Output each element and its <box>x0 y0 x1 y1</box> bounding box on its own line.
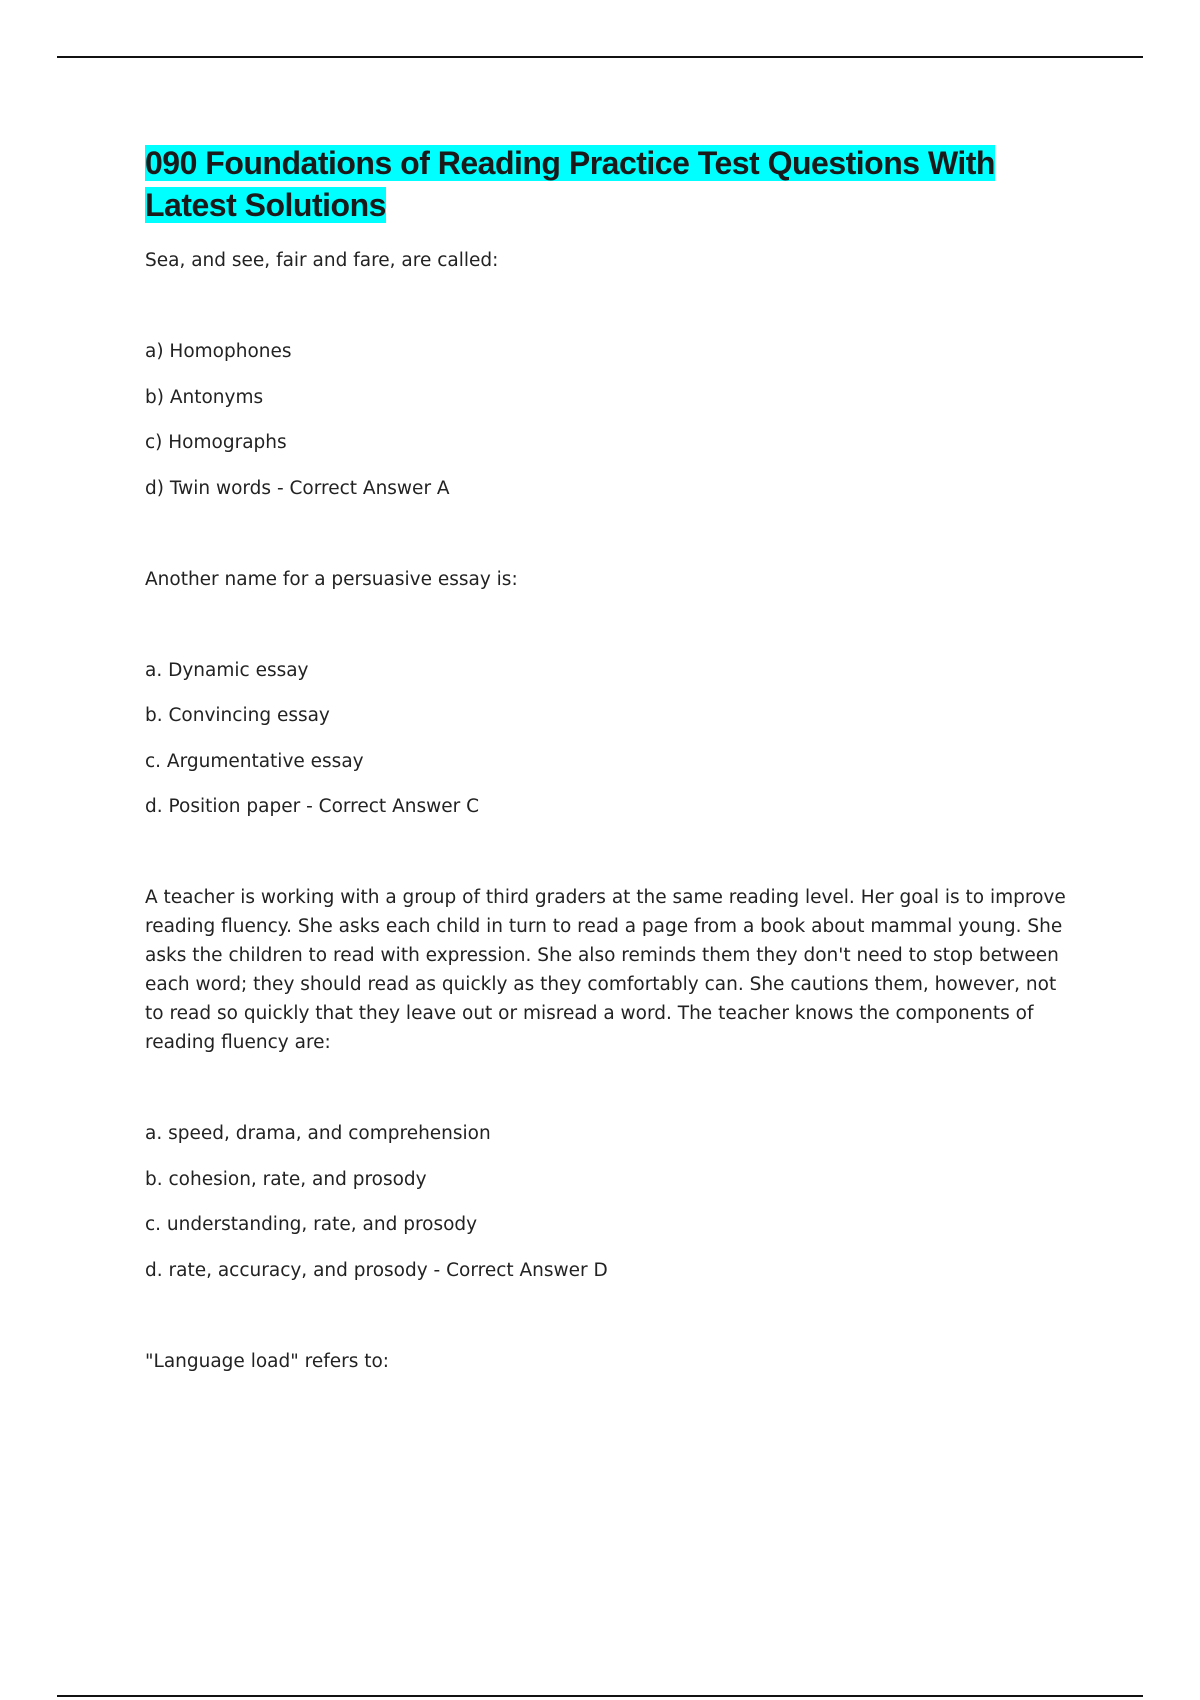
answer-options <box>145 1119 1075 1285</box>
document-title <box>145 142 1075 226</box>
answer-options <box>145 656 1075 822</box>
answer-option: c. Argumentative essay <box>145 750 364 772</box>
title-highlight: 090 Foundations of Reading Practice Test Questions With Latest Solutions <box>145 145 995 223</box>
answer-option: a. speed, drama, and comprehension <box>145 1123 491 1144</box>
answer-option: b. cohesion, rate, and prosody <box>145 1168 427 1190</box>
question-2 <box>145 565 1075 822</box>
answer-option-correct: d) Twin words - Correct Answer A <box>145 477 450 499</box>
question-3 <box>145 883 1075 1285</box>
answer-option-correct: d. rate, accuracy, and prosody - Correct Answer D <box>145 1259 608 1281</box>
answer-option: c) Homographs <box>145 432 287 453</box>
answer-option: c. understanding, rate, and prosody <box>145 1214 478 1235</box>
question-4 <box>145 1347 1075 1376</box>
question-prompt: A teacher is working with a group of third graders at the same reading level. Her goal is to improve reading fluency. She asks each child in turn to read a page from a book about mammal young. She asks the children to read with expression. She also reminds them they don't need to stop between each word; they should read as quickly as they comfortably can. She cautions them, however, not to read so quickly that they leave out or misread a word. The teacher knows the components of reading fluency are: <box>145 887 1066 1053</box>
header-rule <box>57 56 1143 58</box>
question-prompt: Another name for a persuasive essay is: <box>145 568 518 590</box>
footer-rule <box>57 1695 1143 1697</box>
answer-option: b. Convincing essay <box>145 705 330 726</box>
answer-options <box>145 337 1075 503</box>
question-prompt: Sea, and see, fair and fare, are called: <box>145 250 499 271</box>
question-1 <box>145 246 1075 503</box>
answer-option-correct: d. Position paper - Correct Answer C <box>145 796 480 817</box>
answer-option: a. Dynamic essay <box>145 659 309 681</box>
answer-option: a) Homophones <box>145 341 292 362</box>
answer-option: b) Antonyms <box>145 386 264 408</box>
question-prompt: "Language load" refers to: <box>145 1350 390 1372</box>
document-body <box>145 142 1075 1376</box>
